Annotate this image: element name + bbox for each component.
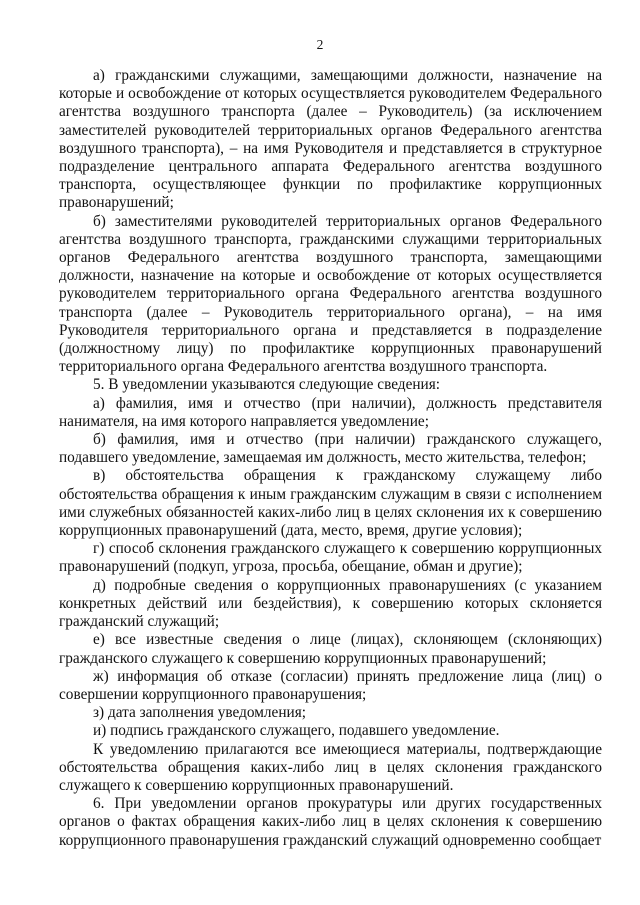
paragraph-5g: г) способ склонения гражданского служащего к совершению коррупционных правонарушений (подкуп, угроза, просьба, обещание, обман и другие); <box>59 540 602 576</box>
paragraph-5a: а) фамилия, имя и отчество (при наличии), должность представителя нанимателя, на имя которого направляется уведомление; <box>59 394 602 430</box>
paragraph-5e: е) все известные сведения о лице (лицах), склоняющем (склоняющих) гражданского служащего к совершению коррупционных правонарушений; <box>59 631 602 667</box>
paragraph-5zh: ж) информация об отказе (согласии) принять предложение лица (лиц) о совершении коррупционного правонарушения; <box>59 667 602 703</box>
paragraph-4b: б) заместителями руководителей территориальных органов Федерального агентства воздушного транспорта, гражданскими служащими территориальных органов Федерального агентства воздушного транспорта, замещающими должности, назначение на которые и освобождение от которых осуществляется руководителем территориального органа Федерального агентства воздушного транспорта (далее – Руководитель территориального органа), – на имя Руководителя территориального органа и представляется в подразделение (должностному лицу) по профилактике коррупционных правонарушений территориального органа Федерального агентства воздушного транспорта. <box>59 212 602 376</box>
paragraph-5d: д) подробные сведения о коррупционных правонарушениях (с указанием конкретных действий или бездействия), к совершению которых склоняется гражданский служащий; <box>59 576 602 631</box>
paragraph-5v: в) обстоятельства обращения к гражданскому служащему либо обстоятельства обращения к иным гражданским служащим в связи с исполнением ими служебных обязанностей каких-либо лиц в целях склонения их к совершению коррупционных правонарушений (дата, место, время, другие условия); <box>59 467 602 540</box>
page-number: 2 <box>316 37 324 52</box>
paragraph-5i: и) подпись гражданского служащего, подавшего уведомление. <box>93 722 500 740</box>
document-body <box>59 67 602 850</box>
paragraph-attachments: К уведомлению прилагаются все имеющиеся материалы, подтверждающие обстоятельства обращения каких-либо лиц в целях склонения гражданского служащего к совершению коррупционных правонарушений. <box>59 740 602 794</box>
paragraph-5b: б) фамилия, имя и отчество (при наличии) гражданского служащего, подавшего уведомление, замещаемая им должность, место жительства, телефон; <box>59 431 602 467</box>
paragraph-4a: а) гражданскими служащими, замещающими должности, назначение на которые и освобождение от которых осуществляется руководителем Федерального агентства воздушного транспорта (далее – Руководитель) (за исключением заместителей руководителей территориальных органов Федерального агентства воздушного транспорта), – на имя Руководителя и представляется в структурное подразделение центрального аппарата Федерального агентства воздушного транспорта, осуществляющее функции по профилактике коррупционных правонарушений; <box>59 67 602 212</box>
paragraph-5-heading: 5. В уведомлении указываются следующие сведения: <box>93 376 441 394</box>
paragraph-5z: з) дата заполнения уведомления; <box>93 704 306 722</box>
paragraph-6: 6. При уведомлении органов прокуратуры или других государственных органов о фактах обращения каких-либо лиц в целях склонения к совершению коррупционного правонарушения гражданский служащий одновременно сообщает <box>59 795 602 849</box>
